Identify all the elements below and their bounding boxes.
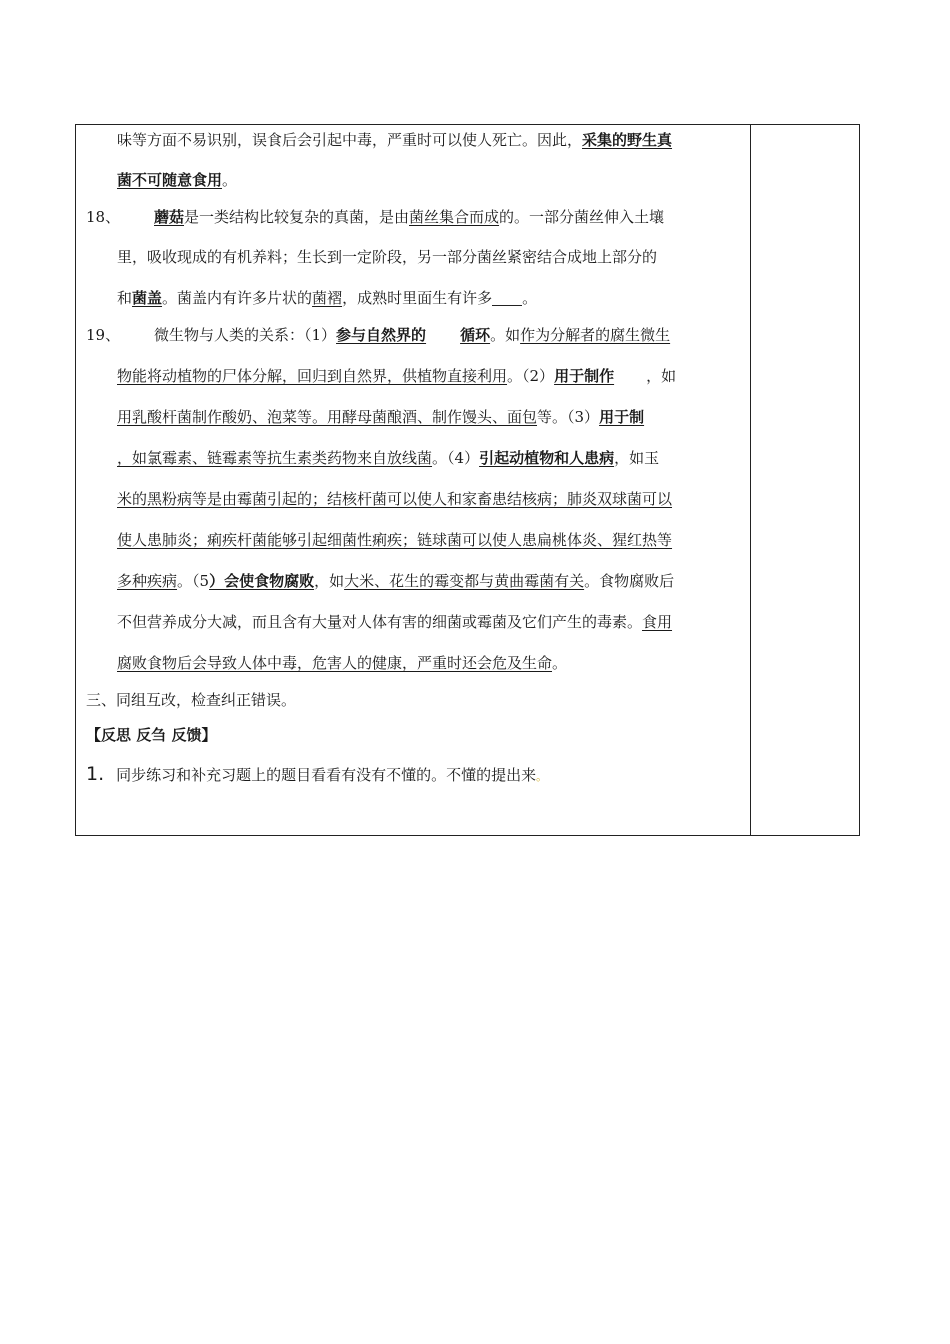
- p17-line-1: 味等方面不易识别，误食后会引起中毒，严重时可以使人死亡。因此，采集的野生真: [117, 131, 673, 149]
- p19-line-7: 多种疾病。（5）会使食物腐败，如大米、花生的霉变都与黄曲霉菌有关。食物腐败后: [117, 572, 675, 590]
- p19-line-6: 使人患肺炎；痢疾杆菌能够引起细菌性痢疾；链球菌可以使人患扁桃体炎、猩红热等: [117, 531, 673, 549]
- p19-line-5: 米的黑粉病等是由霉菌引起的；结核杆菌可以使人和家畜患结核病；肺炎双球菌可以: [117, 490, 673, 508]
- content-table: [75, 124, 860, 836]
- p19-line-8: 不但营养成分大减，而且含有大量对人体有害的细菌或霉菌及它们产生的毒素。食用: [117, 613, 673, 631]
- fill-blank: [492, 289, 522, 306]
- p18-line-1: 18、 蘑菇是一类结构比较复杂的真菌，是由菌丝集合而成的。一部分菌丝伸入土壤: [86, 208, 665, 226]
- p18-line-2: 里，吸收现成的有机养料；生长到一定阶段，另一部分菌丝紧密结合成地上部分的: [117, 248, 658, 266]
- p19-line-9: 腐败食物后会导致人体中毒，危害人的健康，严重时还会危及生命。: [117, 654, 568, 672]
- p18-line-3: 和菌盖。菌盖内有许多片状的菌褶，成熟时里面生有许多 。: [117, 289, 538, 307]
- p19-line-4: ，如氯霉素、链霉素等抗生素类药物来自放线菌。（4）引起动植物和人患病，如玉: [117, 449, 660, 467]
- reflect-heading: 【反思 反刍 反馈】: [86, 726, 217, 744]
- p19-line-1: 19、 微生物与人类的关系：（1）参与自然界的 循环。如作为分解者的腐生微生: [86, 326, 671, 344]
- section-3-text: 三、同组互改，检查纠正错误。: [86, 691, 297, 709]
- p19-line-3: 用乳酸杆菌制作酸奶、泡菜等。用酵母菌酿酒、制作馒头、面包等。（3）用于制: [117, 408, 645, 426]
- p19-line-2: 物能将动植物的尸体分解，回归到自然界，供植物直接利用。（2）用于制作 ，如: [117, 367, 677, 385]
- reflect-item-1: 1. 同步练习和补充习题上的题目看看有没有不懂的。不懂的提出来。: [86, 763, 548, 785]
- p17-line-2: 菌不可随意食用。: [117, 171, 238, 189]
- column-divider: [750, 125, 751, 835]
